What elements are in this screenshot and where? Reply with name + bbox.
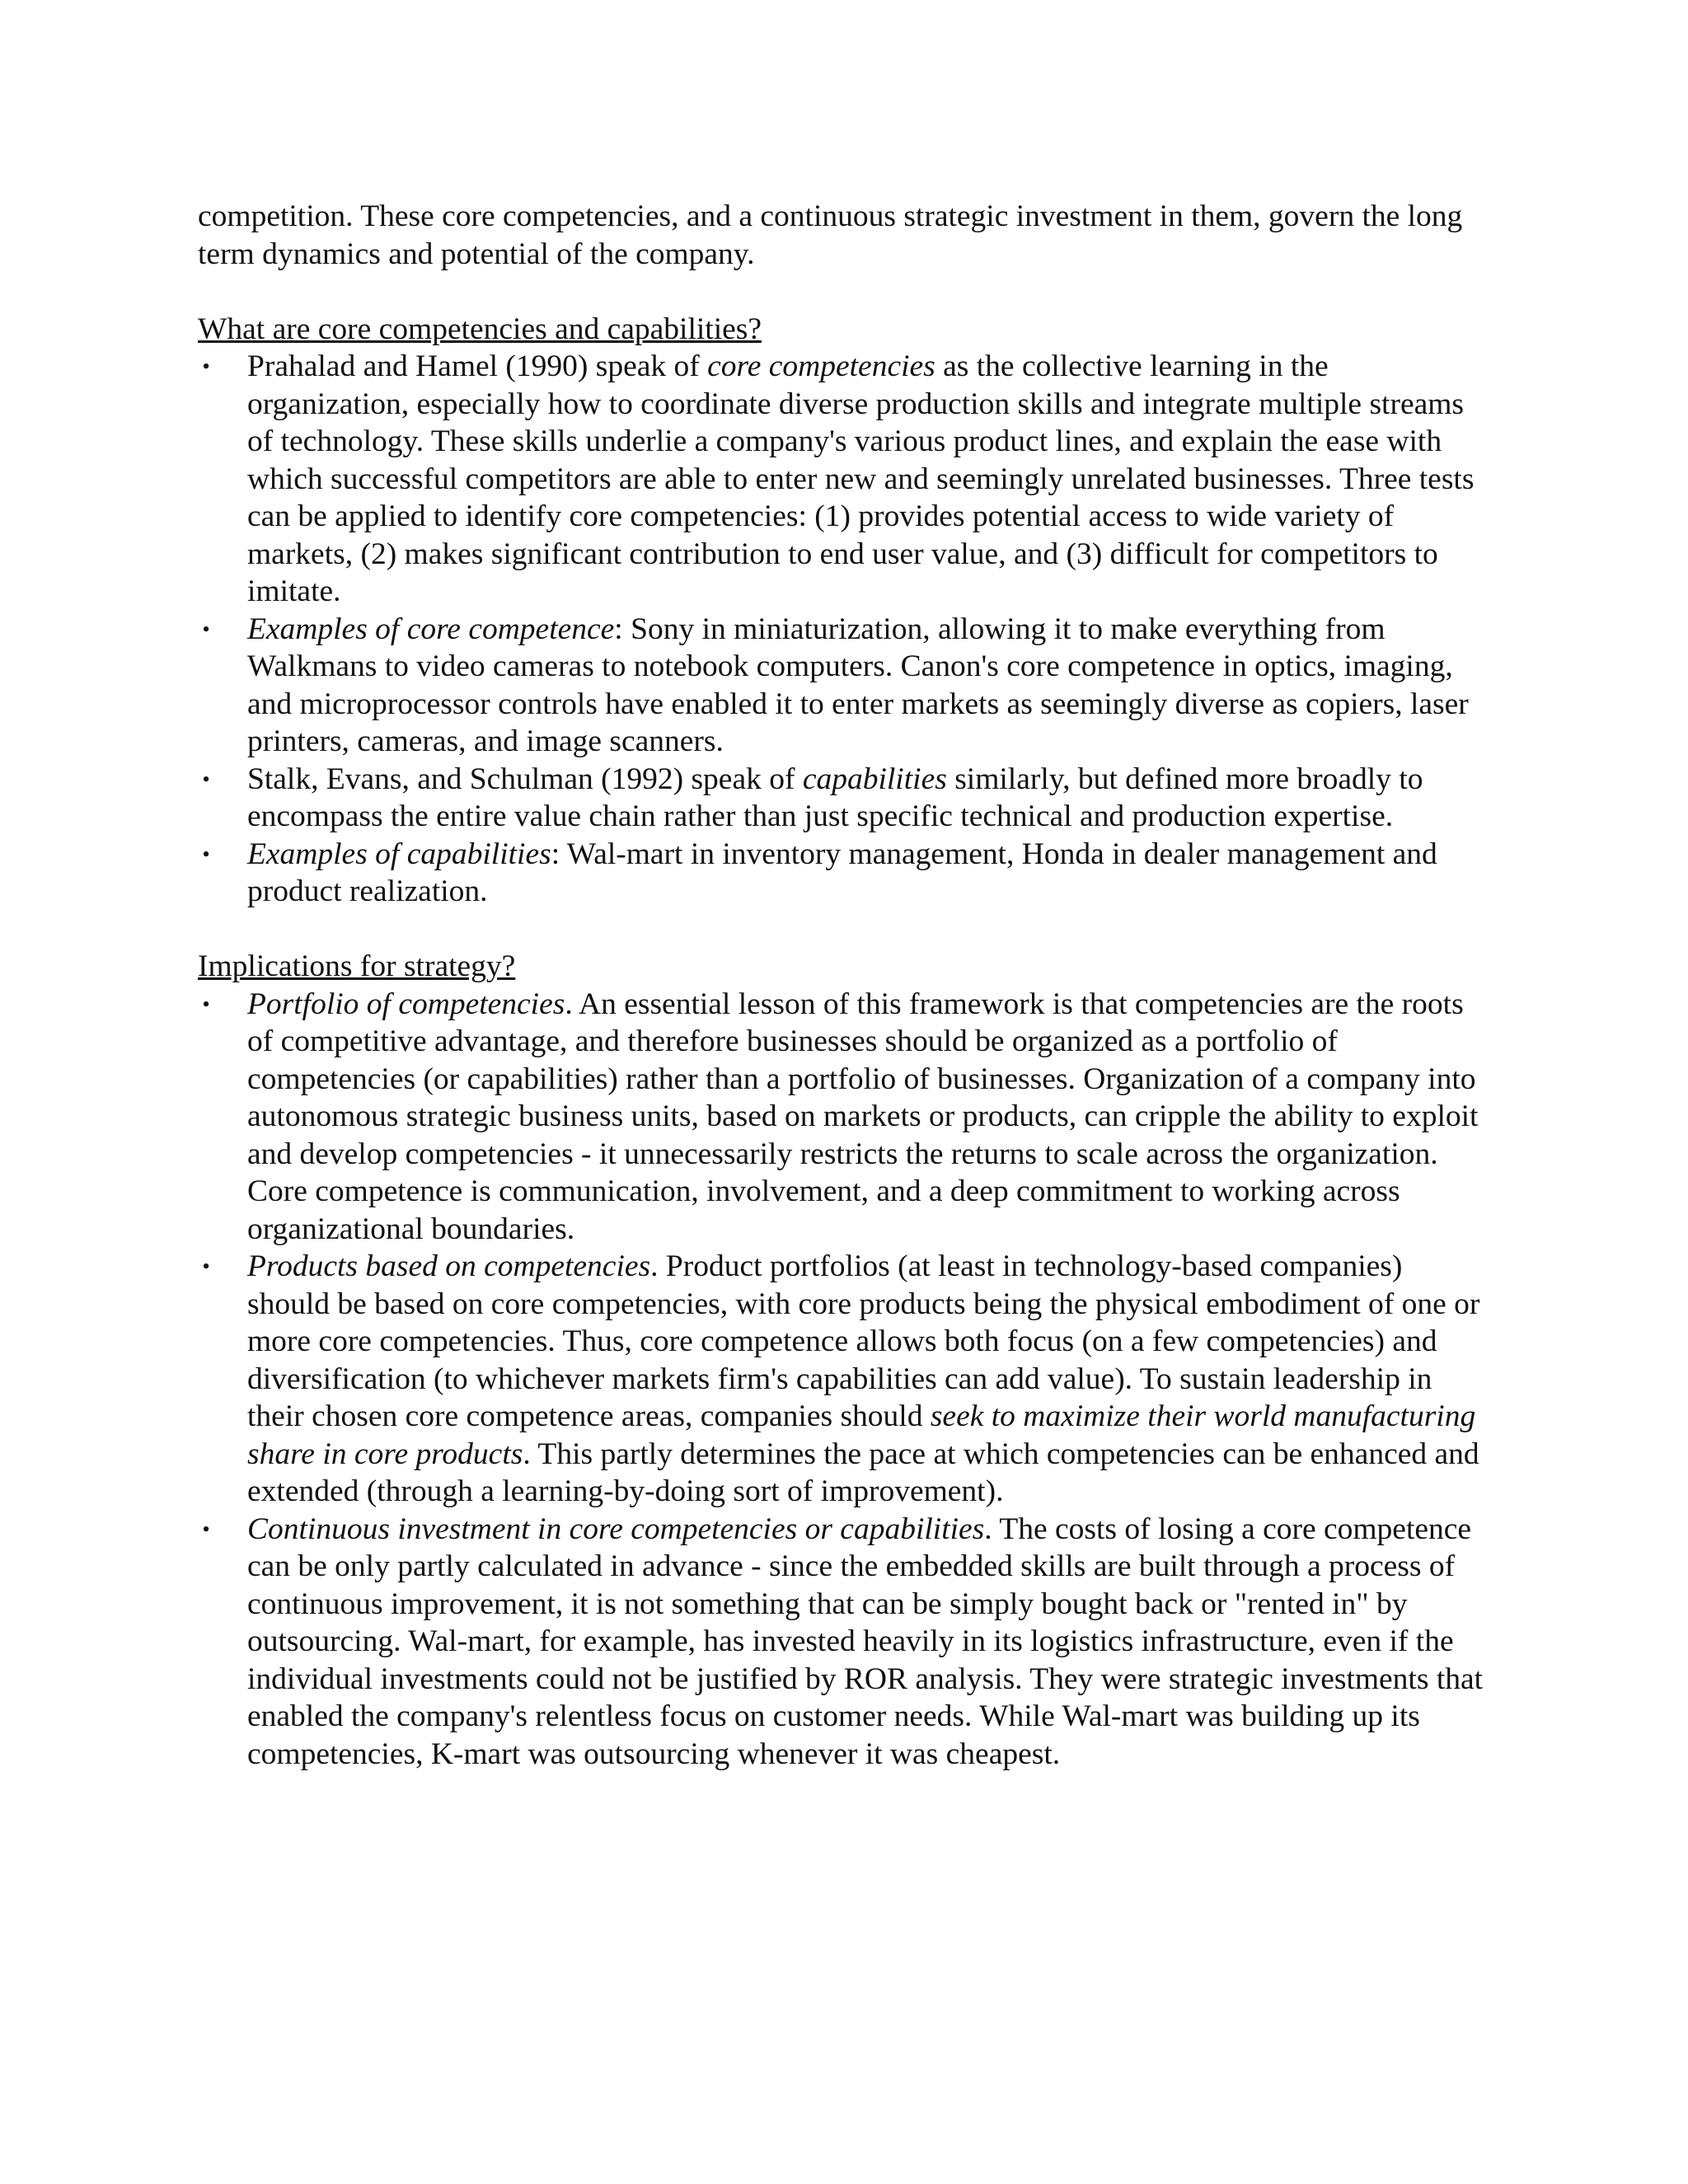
item-text: . This partly determines the pace at which competencies can be enhanced and extended (through a learning-by-doing sort of improvement). <box>247 1436 1479 1508</box>
core-competencies-list <box>198 348 1492 911</box>
item-emphasis: Examples of core competence <box>247 612 615 646</box>
item-text: . Product portfolios (at least in technology-based companies) should be based on core competencies, with core products being the physical embodiment of one or more core competencies. Thus, core competence allows both focus (on a few competencies) and diversification (to whichever markets firm's capabilities can add value). To sustain leadership in their chosen core competence areas, companies should <box>247 1249 1480 1433</box>
list-item <box>198 986 1492 1249</box>
item-emphasis: seek to maximize their world manufacturing share in core products <box>247 1399 1476 1471</box>
item-emphasis: Examples of capabilities <box>247 837 551 871</box>
implications-list <box>198 986 1492 1774</box>
item-text: . An essential lesson of this framework is that competencies are the roots of competitive advantage, and therefore businesses should be organized as a portfolio of competencies (or capabilities) rather than a portfolio of businesses. Organization of a company into autonomous strategic business units, based on markets or products, can cripple the ability to exploit and develop competencies - it unnecessarily restricts the returns to scale across the organization. Core competence is communication, involvement, and a deep commitment to working across organizational boundaries. <box>247 987 1479 1246</box>
bullet-icon: • <box>202 991 210 1016</box>
list-item <box>198 1248 1492 1511</box>
document-body <box>198 198 1492 1811</box>
list-item <box>198 348 1492 611</box>
intro-paragraph: competition. These core competencies, and a continuous strategic investment in them, govern the long term dynamics and potential of the company. <box>198 199 1463 271</box>
bullet-icon: • <box>202 616 210 641</box>
section-heading-implications: Implications for strategy? <box>198 949 516 983</box>
item-emphasis: Continuous investment in core competencies or capabilities <box>247 1511 985 1546</box>
item-text: as the collective learning in the organization, especially how to coordinate diverse production skills and integrate multiple streams of technology. These skills underlie a company's various product lines, and explain the ease with which successful competitors are able to enter new and seemingly unrelated businesses. Three tests can be applied to identify core competencies: (1) provides potential access to wide variety of markets, (2) makes significant contribution to end user value, and (3) difficult for competitors to imitate. <box>247 349 1475 608</box>
item-text: Prahalad and Hamel (1990) speak of <box>247 349 708 383</box>
bullet-icon: • <box>202 841 210 866</box>
bullet-icon: • <box>202 1254 210 1278</box>
item-text: Stalk, Evans, and Schulman (1992) speak of <box>247 762 803 796</box>
item-text: . The costs of losing a core competence can be only partly calculated in advance - since the embedded skills are built through a process of continuous improvement, it is not something that can be simply bought back or "rented in" by outsourcing. Wal-mart, for example, has invested heavily in its logistics infrastructure, even if the individual investments could not be justified by ROR analysis. They were strategic investments that enabled the company's relentless focus on customer needs. While Wal-mart was building up its competencies, K-mart was outsourcing whenever it was cheapest. <box>247 1511 1484 1771</box>
item-emphasis: core competencies <box>707 349 935 383</box>
item-text: : Sony in miniaturization, allowing it to make everything from Walkmans to video cameras to notebook computers. Canon's core competence in optics, imaging, and microprocessor controls have enabled it to enter markets as seemingly diverse as copiers, laser printers, cameras, and image scanners. <box>247 612 1469 758</box>
item-emphasis: Portfolio of competencies <box>247 987 565 1021</box>
list-item <box>198 836 1492 911</box>
section-heading-core-competencies: What are core competencies and capabilities? <box>198 312 762 346</box>
bullet-icon: • <box>202 354 210 378</box>
list-item <box>198 761 1492 836</box>
item-text: similarly, but defined more broadly to encompass the entire value chain rather than just specific technical and production expertise. <box>247 762 1423 833</box>
bullet-icon: • <box>202 766 210 791</box>
list-item <box>198 611 1492 761</box>
list-item <box>198 1511 1492 1774</box>
item-emphasis: Products based on competencies <box>247 1249 651 1283</box>
item-emphasis: capabilities <box>802 762 947 796</box>
item-text: : Wal-mart in inventory management, Honda in dealer management and product realization. <box>247 837 1437 908</box>
bullet-icon: • <box>202 1516 210 1541</box>
